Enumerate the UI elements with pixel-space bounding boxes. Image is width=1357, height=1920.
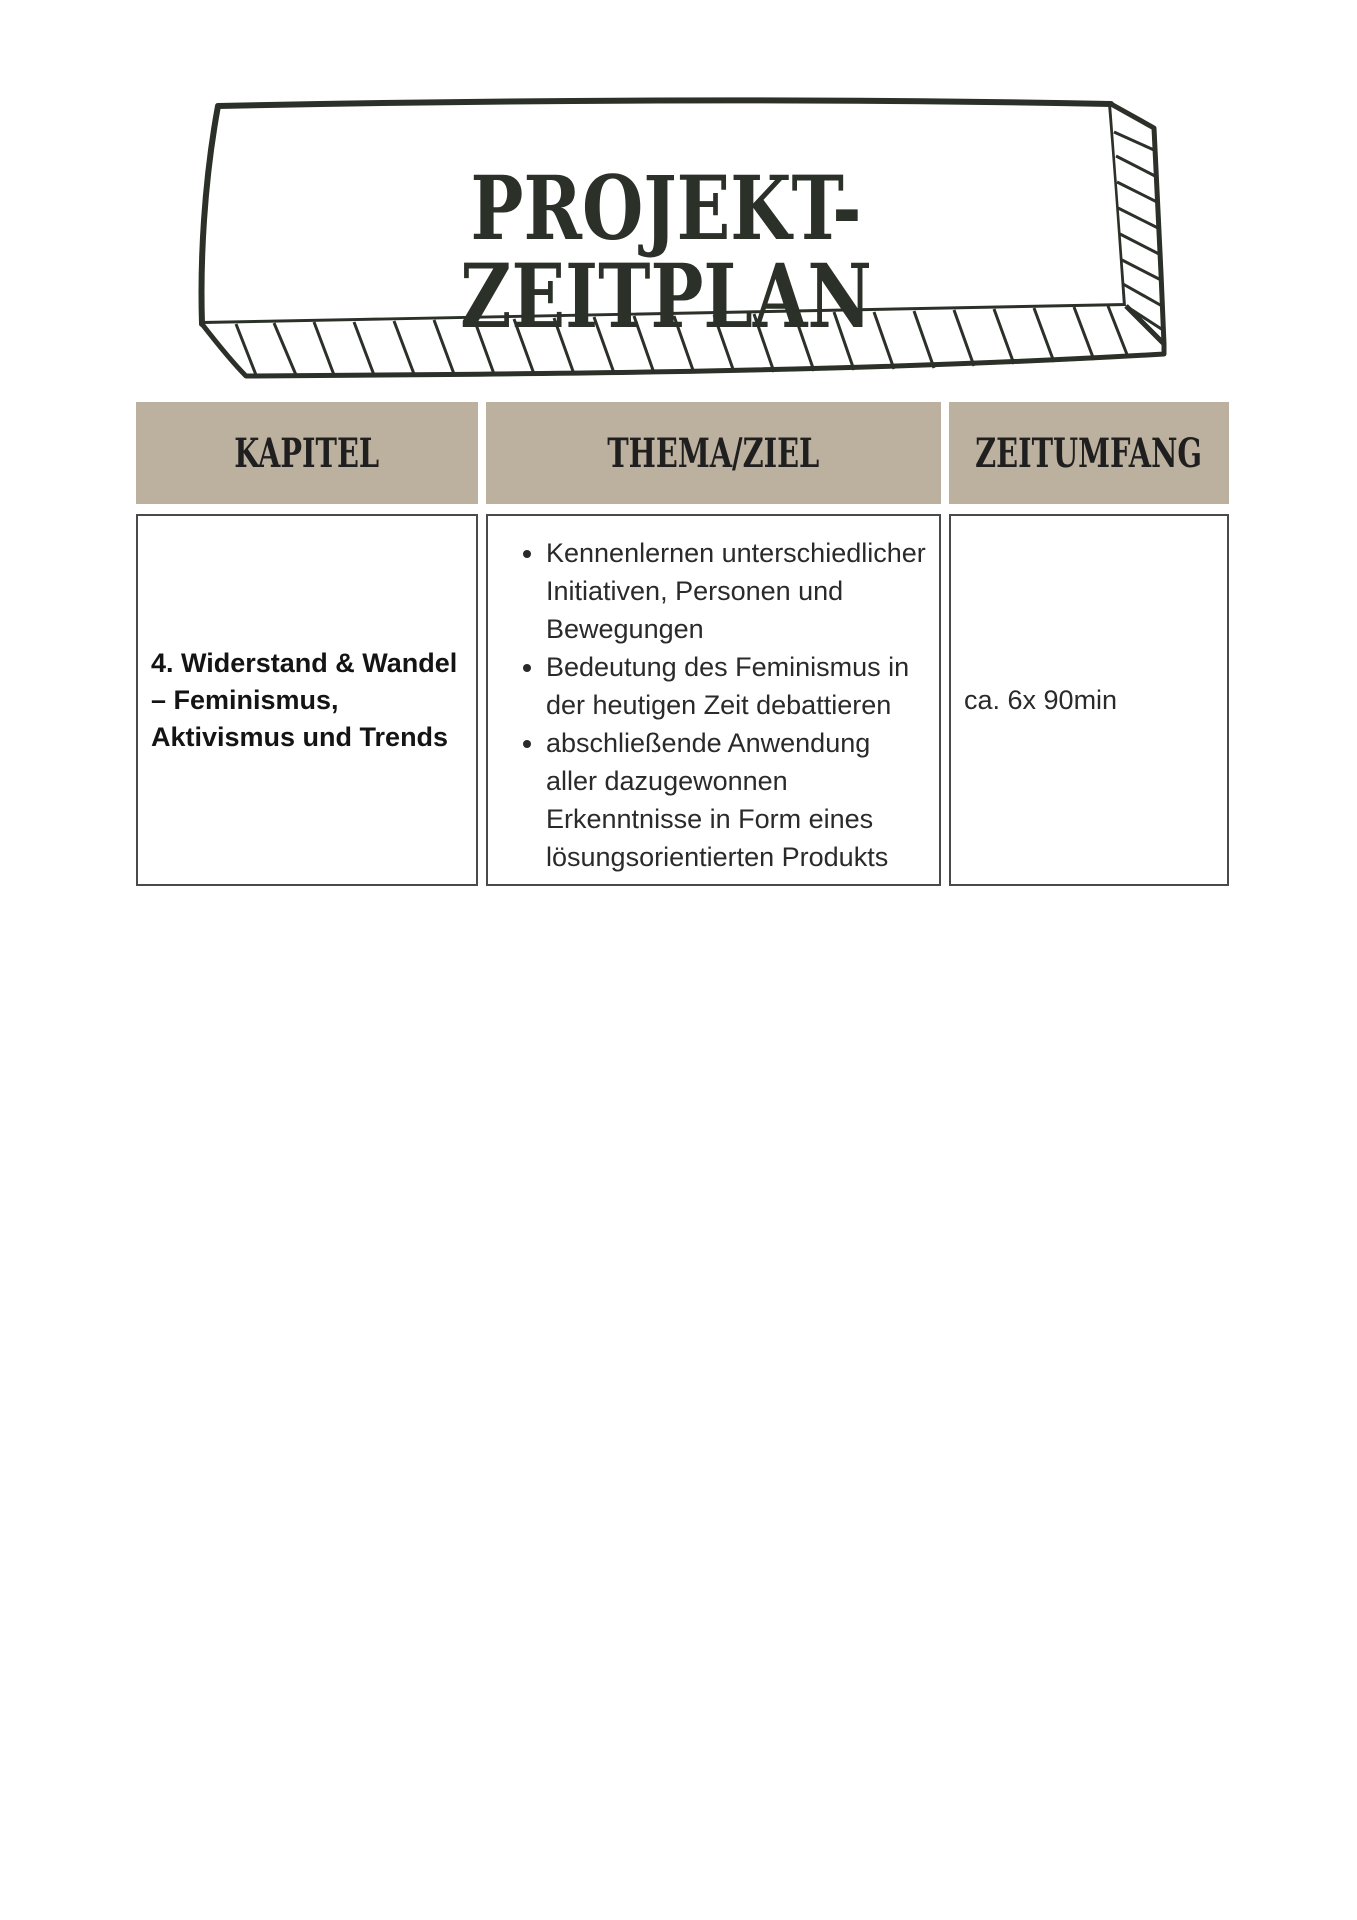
header-kapitel bbox=[136, 402, 478, 504]
page-title: PROJEKT-ZEITPLAN bbox=[460, 156, 872, 348]
goal-list bbox=[488, 534, 926, 876]
header-thema bbox=[486, 402, 941, 504]
header-thema-label: THEMA/ZIEL bbox=[607, 429, 820, 477]
cell-zeit bbox=[949, 514, 1229, 886]
header-kapitel-label: KAPITEL bbox=[234, 429, 380, 477]
cell-thema bbox=[486, 514, 941, 886]
goal-item: • abschließende Anwendung aller dazugewonnen Erkenntnisse in Form eines lösungsorientierten Produkts bbox=[546, 724, 926, 876]
goal-item: • Kennenlernen unterschiedlicher Initiativen, Personen und Bewegungen bbox=[546, 534, 926, 648]
header-zeit bbox=[949, 402, 1229, 504]
time-estimate: ca. 6x 90min bbox=[964, 684, 1118, 715]
cell-kapitel bbox=[136, 514, 478, 886]
goal-item: • Bedeutung des Feminismus in der heutigen Zeit debattieren bbox=[546, 648, 926, 724]
header-zeit-label: ZEITUMFANG bbox=[975, 429, 1203, 477]
chapter-title: 4. Widerstand & Wandel – Feminismus, Aktivismus und Trends bbox=[151, 647, 458, 752]
title-banner bbox=[196, 92, 1168, 382]
